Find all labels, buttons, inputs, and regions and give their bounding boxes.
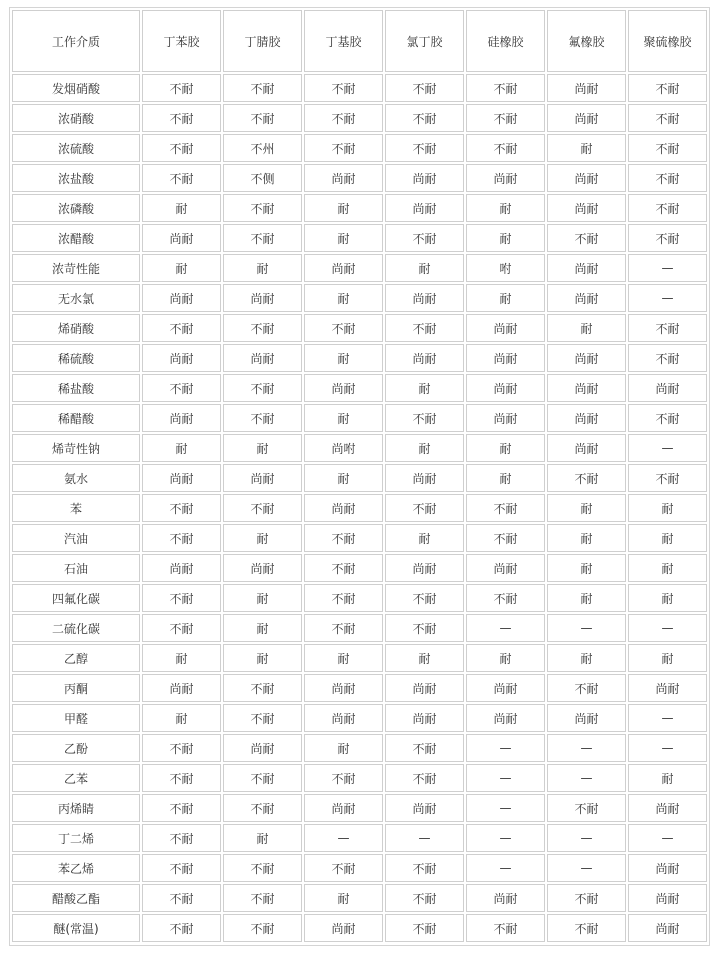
resistance-cell: 不耐 (628, 134, 707, 162)
resistance-cell: — (628, 254, 707, 282)
table-row (12, 284, 707, 312)
resistance-cell: 耐 (304, 464, 383, 492)
resistance-cell: — (547, 824, 626, 852)
table-row (12, 674, 707, 702)
resistance-cell: 尚耐 (142, 344, 221, 372)
resistance-cell: 耐 (628, 524, 707, 552)
resistance-cell: 耐 (142, 254, 221, 282)
resistance-cell: 不耐 (223, 494, 302, 522)
resistance-cell: 不耐 (385, 734, 464, 762)
resistance-cell: 不耐 (142, 764, 221, 792)
resistance-cell: 尚耐 (385, 344, 464, 372)
resistance-cell: 不耐 (628, 74, 707, 102)
resistance-cell: 耐 (142, 704, 221, 732)
resistance-cell: 不耐 (223, 764, 302, 792)
table-row (12, 884, 707, 912)
resistance-cell: 尚耐 (385, 284, 464, 312)
table-row (12, 224, 707, 252)
medium-name-cell: 乙苯 (12, 764, 140, 792)
resistance-cell: 尚耐 (304, 494, 383, 522)
resistance-cell: 耐 (223, 614, 302, 642)
resistance-cell: — (385, 824, 464, 852)
table-row (12, 434, 707, 462)
header-cell-iir: 丁基胶 (304, 10, 383, 72)
resistance-cell: 耐 (628, 764, 707, 792)
resistance-cell: 不耐 (304, 764, 383, 792)
resistance-cell: — (628, 434, 707, 462)
resistance-cell: 尚耐 (304, 254, 383, 282)
resistance-cell: 不耐 (142, 824, 221, 852)
resistance-cell: 不耐 (142, 164, 221, 192)
table-row (12, 404, 707, 432)
resistance-cell: 不耐 (304, 524, 383, 552)
resistance-cell: 耐 (628, 554, 707, 582)
table-row (12, 824, 707, 852)
resistance-cell: 不耐 (547, 794, 626, 822)
medium-name-cell: 烯苛性钠 (12, 434, 140, 462)
table-row (12, 614, 707, 642)
resistance-cell: 耐 (223, 254, 302, 282)
resistance-cell: 不耐 (628, 464, 707, 492)
resistance-cell: — (628, 734, 707, 762)
resistance-cell: 不耐 (142, 494, 221, 522)
resistance-cell: 耐 (223, 524, 302, 552)
medium-name-cell: 发烟硝酸 (12, 74, 140, 102)
resistance-cell: 耐 (628, 644, 707, 672)
resistance-cell: 不耐 (466, 524, 545, 552)
table-body (12, 74, 707, 942)
resistance-cell: 不耐 (223, 74, 302, 102)
resistance-cell: — (628, 704, 707, 732)
resistance-cell: 不耐 (547, 464, 626, 492)
resistance-cell: 耐 (466, 644, 545, 672)
resistance-cell: 不耐 (142, 374, 221, 402)
resistance-cell: 尚耐 (466, 314, 545, 342)
resistance-cell: — (466, 734, 545, 762)
resistance-cell: 尚耐 (547, 704, 626, 732)
resistance-cell: 尚耐 (547, 194, 626, 222)
resistance-cell: 不耐 (385, 404, 464, 432)
resistance-cell: 不州 (223, 134, 302, 162)
medium-name-cell: 二硫化碳 (12, 614, 140, 642)
resistance-cell: 耐 (385, 254, 464, 282)
resistance-cell: — (547, 854, 626, 882)
medium-name-cell: 氨水 (12, 464, 140, 492)
resistance-cell: — (547, 764, 626, 792)
resistance-cell: 不耐 (304, 104, 383, 132)
table-row (12, 74, 707, 102)
header-cell-cr: 氯丁胶 (385, 10, 464, 72)
table-row (12, 494, 707, 522)
resistance-cell: 耐 (304, 224, 383, 252)
medium-name-cell: 醋酸乙酯 (12, 884, 140, 912)
resistance-cell: 耐 (466, 194, 545, 222)
medium-name-cell: 稀硫酸 (12, 344, 140, 372)
table-row (12, 104, 707, 132)
resistance-cell: 不耐 (223, 704, 302, 732)
table-row (12, 374, 707, 402)
table-header-row (12, 10, 707, 72)
resistance-cell: 不耐 (142, 734, 221, 762)
resistance-cell: 耐 (385, 524, 464, 552)
resistance-cell: — (547, 734, 626, 762)
resistance-cell: 尚耐 (385, 554, 464, 582)
resistance-cell: 不耐 (547, 674, 626, 702)
medium-name-cell: 苯 (12, 494, 140, 522)
resistance-cell: 不耐 (385, 614, 464, 642)
resistance-cell: 耐 (142, 644, 221, 672)
resistance-cell: 不耐 (304, 74, 383, 102)
resistance-cell: 不耐 (466, 74, 545, 102)
medium-name-cell: 稀醋酸 (12, 404, 140, 432)
resistance-cell: 不耐 (142, 914, 221, 942)
table-row (12, 764, 707, 792)
resistance-cell: 尚耐 (628, 854, 707, 882)
header-cell-polysulfide: 聚硫橡胶 (628, 10, 707, 72)
resistance-cell: 尚耐 (547, 104, 626, 132)
resistance-cell: 尚耐 (466, 404, 545, 432)
resistance-cell: 不耐 (142, 104, 221, 132)
resistance-cell: 尚耐 (628, 884, 707, 912)
resistance-cell: 不耐 (628, 194, 707, 222)
resistance-cell: 不耐 (142, 884, 221, 912)
resistance-cell: 耐 (142, 434, 221, 462)
resistance-cell: 尚耐 (466, 374, 545, 402)
resistance-cell: 不耐 (304, 584, 383, 612)
medium-name-cell: 丙酮 (12, 674, 140, 702)
resistance-cell: 不耐 (142, 314, 221, 342)
resistance-cell: 不耐 (304, 134, 383, 162)
resistance-cell: 尚耐 (385, 674, 464, 702)
resistance-cell: 不耐 (142, 134, 221, 162)
resistance-cell: — (466, 764, 545, 792)
chemical-resistance-table (10, 8, 709, 944)
resistance-cell: 不耐 (142, 74, 221, 102)
table-row (12, 194, 707, 222)
resistance-cell: 耐 (628, 494, 707, 522)
resistance-cell: 尚耐 (547, 284, 626, 312)
resistance-cell: 耐 (466, 224, 545, 252)
resistance-cell: 不耐 (223, 794, 302, 822)
resistance-cell: 耐 (547, 644, 626, 672)
table-row (12, 254, 707, 282)
resistance-cell: 耐 (304, 884, 383, 912)
resistance-cell: 不耐 (628, 224, 707, 252)
table-row (12, 734, 707, 762)
resistance-cell: 耐 (304, 644, 383, 672)
resistance-cell: 不耐 (466, 134, 545, 162)
resistance-cell: 尚耐 (223, 554, 302, 582)
resistance-cell: 不耐 (304, 314, 383, 342)
table-row (12, 134, 707, 162)
resistance-cell: 不耐 (385, 224, 464, 252)
resistance-cell: 耐 (385, 434, 464, 462)
medium-name-cell: 丁二烯 (12, 824, 140, 852)
resistance-cell: — (466, 854, 545, 882)
table-row (12, 854, 707, 882)
resistance-cell: 不耐 (223, 854, 302, 882)
table-row (12, 164, 707, 192)
resistance-cell: 不耐 (223, 404, 302, 432)
resistance-cell: 尚耐 (304, 164, 383, 192)
resistance-cell: 不耐 (142, 854, 221, 882)
resistance-cell: 尚耐 (628, 794, 707, 822)
resistance-cell: 不耐 (142, 794, 221, 822)
resistance-cell: 不耐 (547, 884, 626, 912)
resistance-cell: 不耐 (385, 884, 464, 912)
resistance-cell: 尚耐 (466, 164, 545, 192)
resistance-cell: — (547, 614, 626, 642)
resistance-cell: 尚耐 (223, 464, 302, 492)
medium-name-cell: 甲醛 (12, 704, 140, 732)
resistance-cell: 不耐 (628, 104, 707, 132)
medium-name-cell: 汽油 (12, 524, 140, 552)
resistance-cell: 不耐 (223, 224, 302, 252)
medium-name-cell: 烯硝酸 (12, 314, 140, 342)
resistance-cell: 不耐 (628, 314, 707, 342)
header-cell-silicone: 硅橡胶 (466, 10, 545, 72)
resistance-cell: 尚耐 (547, 164, 626, 192)
resistance-cell: 不耐 (223, 104, 302, 132)
medium-name-cell: 浓硫酸 (12, 134, 140, 162)
resistance-cell: 尚耐 (142, 284, 221, 312)
table-row (12, 464, 707, 492)
resistance-cell: 咐 (466, 254, 545, 282)
resistance-cell: 不耐 (385, 764, 464, 792)
resistance-cell: 耐 (385, 644, 464, 672)
resistance-cell: 尚耐 (628, 914, 707, 942)
resistance-cell: 不耐 (223, 194, 302, 222)
resistance-cell: 耐 (547, 314, 626, 342)
resistance-cell: 不耐 (628, 344, 707, 372)
resistance-cell: 不耐 (547, 224, 626, 252)
medium-name-cell: 浓醋酸 (12, 224, 140, 252)
table-row (12, 524, 707, 552)
resistance-cell: 尚耐 (385, 164, 464, 192)
resistance-cell: 尚耐 (304, 374, 383, 402)
medium-name-cell: 乙醇 (12, 644, 140, 672)
resistance-cell: 尚耐 (547, 404, 626, 432)
table-row (12, 644, 707, 672)
resistance-cell: 尚耐 (223, 734, 302, 762)
resistance-cell: 不侧 (223, 164, 302, 192)
medium-name-cell: 醚(常温) (12, 914, 140, 942)
resistance-cell: 尚耐 (223, 344, 302, 372)
resistance-cell: 耐 (304, 194, 383, 222)
resistance-cell: 不耐 (385, 494, 464, 522)
table-row (12, 914, 707, 942)
resistance-cell: 尚耐 (142, 464, 221, 492)
resistance-cell: 耐 (304, 734, 383, 762)
resistance-cell: 尚耐 (142, 404, 221, 432)
resistance-cell: 耐 (547, 584, 626, 612)
medium-name-cell: 浓盐酸 (12, 164, 140, 192)
resistance-cell: 不耐 (385, 914, 464, 942)
resistance-cell: 尚耐 (466, 674, 545, 702)
resistance-cell: 不耐 (304, 614, 383, 642)
resistance-cell: 尚耐 (223, 284, 302, 312)
medium-name-cell: 乙酚 (12, 734, 140, 762)
table-row (12, 584, 707, 612)
resistance-cell: 尚耐 (547, 254, 626, 282)
resistance-cell: 耐 (304, 404, 383, 432)
resistance-cell: 不耐 (304, 554, 383, 582)
medium-name-cell: 丙烯睛 (12, 794, 140, 822)
resistance-cell: 尚耐 (628, 674, 707, 702)
resistance-cell: 不耐 (385, 104, 464, 132)
resistance-cell: 尚耐 (547, 74, 626, 102)
resistance-cell: 尚耐 (547, 434, 626, 462)
header-cell-nbr: 丁腈胶 (223, 10, 302, 72)
resistance-cell: 尚耐 (304, 704, 383, 732)
resistance-cell: 耐 (223, 644, 302, 672)
resistance-cell: 不耐 (466, 584, 545, 612)
resistance-cell: 不耐 (385, 134, 464, 162)
resistance-cell: 耐 (223, 434, 302, 462)
resistance-cell: 尚耐 (466, 554, 545, 582)
table-row (12, 314, 707, 342)
resistance-cell: — (304, 824, 383, 852)
resistance-cell: 尚耐 (142, 674, 221, 702)
resistance-cell: 尚耐 (466, 704, 545, 732)
resistance-cell: 不耐 (304, 854, 383, 882)
table-row (12, 794, 707, 822)
resistance-cell: 不耐 (547, 914, 626, 942)
resistance-cell: 耐 (223, 584, 302, 612)
table-row (12, 704, 707, 732)
resistance-cell: 耐 (547, 524, 626, 552)
table-row (12, 344, 707, 372)
resistance-cell: 尚耐 (385, 194, 464, 222)
resistance-cell: 不耐 (385, 854, 464, 882)
medium-name-cell: 苯乙烯 (12, 854, 140, 882)
medium-name-cell: 无水氯 (12, 284, 140, 312)
medium-name-cell: 四氟化碳 (12, 584, 140, 612)
resistance-cell: 耐 (547, 494, 626, 522)
medium-name-cell: 浓硝酸 (12, 104, 140, 132)
resistance-cell: — (628, 614, 707, 642)
resistance-cell: — (466, 794, 545, 822)
resistance-cell: 不耐 (628, 164, 707, 192)
resistance-cell: 不耐 (223, 374, 302, 402)
medium-name-cell: 浓苛性能 (12, 254, 140, 282)
table-row (12, 554, 707, 582)
resistance-cell: 不耐 (142, 524, 221, 552)
resistance-cell: 尚耐 (547, 374, 626, 402)
resistance-cell: 尚耐 (304, 674, 383, 702)
resistance-cell: 不耐 (385, 584, 464, 612)
resistance-cell: 耐 (385, 374, 464, 402)
resistance-cell: 尚耐 (142, 224, 221, 252)
resistance-cell: 尚耐 (385, 704, 464, 732)
resistance-cell: 不耐 (466, 494, 545, 522)
resistance-cell: — (466, 824, 545, 852)
resistance-cell: 尚耐 (466, 884, 545, 912)
resistance-cell: 尚耐 (142, 554, 221, 582)
resistance-cell: 尚耐 (304, 914, 383, 942)
resistance-cell: 不耐 (385, 74, 464, 102)
resistance-cell: 耐 (304, 344, 383, 372)
resistance-cell: 不耐 (466, 914, 545, 942)
resistance-cell: 不耐 (223, 314, 302, 342)
header-cell-medium: 工作介质 (12, 10, 140, 72)
resistance-cell: — (628, 284, 707, 312)
resistance-cell: 尚耐 (547, 344, 626, 372)
resistance-cell: 尚咐 (304, 434, 383, 462)
resistance-table-frame (9, 7, 710, 946)
resistance-cell: — (628, 824, 707, 852)
resistance-cell: 尚耐 (385, 464, 464, 492)
resistance-cell: — (466, 614, 545, 642)
resistance-cell: 耐 (628, 584, 707, 612)
resistance-cell: 不耐 (142, 614, 221, 642)
resistance-cell: 不耐 (466, 104, 545, 132)
medium-name-cell: 石油 (12, 554, 140, 582)
resistance-cell: 耐 (547, 554, 626, 582)
resistance-cell: 不耐 (628, 404, 707, 432)
resistance-cell: 耐 (466, 434, 545, 462)
medium-name-cell: 浓磷酸 (12, 194, 140, 222)
resistance-cell: 不耐 (385, 314, 464, 342)
resistance-cell: 尚耐 (385, 794, 464, 822)
resistance-cell: 不耐 (223, 884, 302, 912)
resistance-cell: 耐 (304, 284, 383, 312)
header-cell-fkm: 氟橡胶 (547, 10, 626, 72)
resistance-cell: 尚耐 (304, 794, 383, 822)
resistance-cell: 耐 (223, 824, 302, 852)
resistance-cell: 不耐 (142, 584, 221, 612)
medium-name-cell: 稀盐酸 (12, 374, 140, 402)
resistance-cell: 尚耐 (628, 374, 707, 402)
resistance-cell: 不耐 (223, 914, 302, 942)
resistance-cell: 耐 (466, 464, 545, 492)
resistance-cell: 不耐 (223, 674, 302, 702)
resistance-cell: 尚耐 (466, 344, 545, 372)
resistance-cell: 耐 (547, 134, 626, 162)
resistance-cell: 耐 (466, 284, 545, 312)
resistance-cell: 耐 (142, 194, 221, 222)
header-cell-sbr: 丁苯胶 (142, 10, 221, 72)
